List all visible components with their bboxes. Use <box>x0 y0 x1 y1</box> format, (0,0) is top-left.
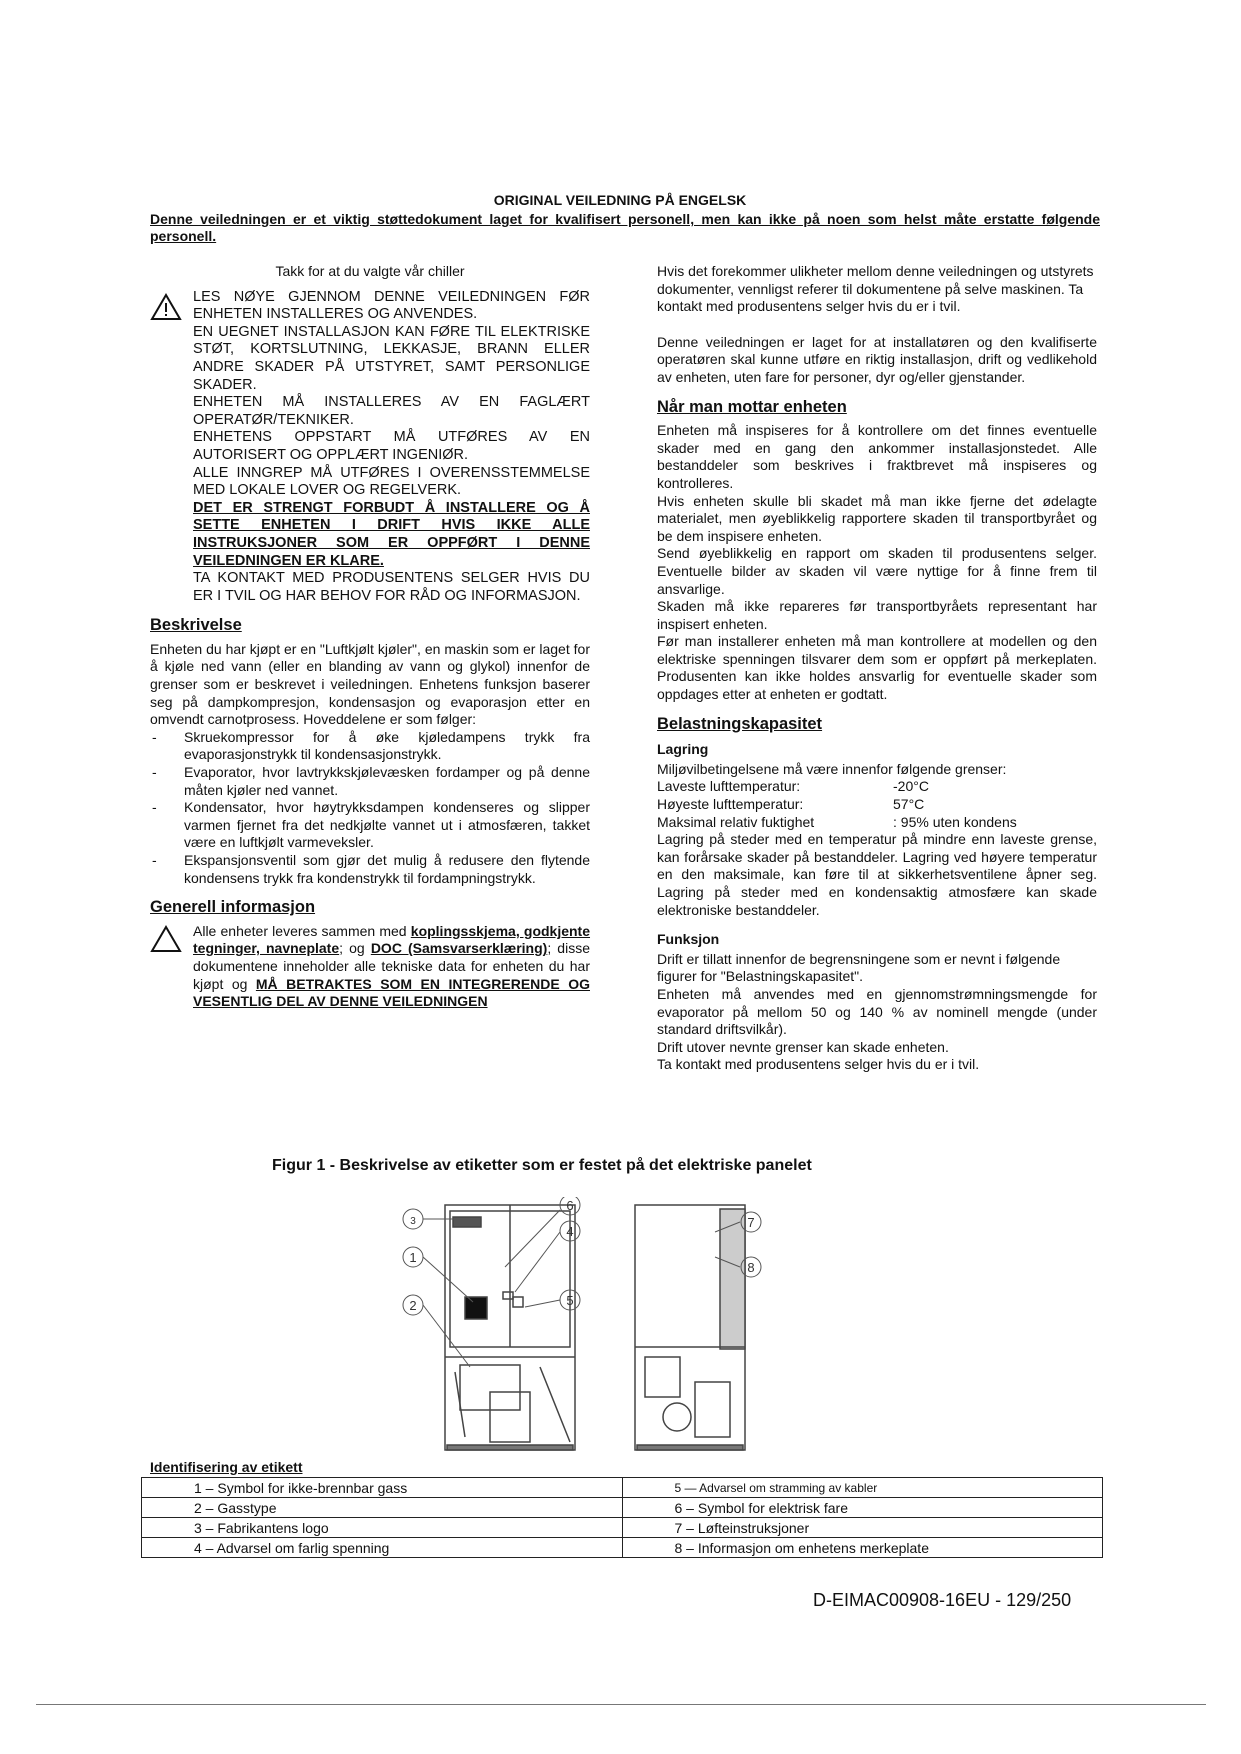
description-text: Enheten du har kjøpt er en "Luftkjølt kjøler", en maskin som er laget for å kjøle ned vann (eller en blanding av vann og glykol) innenfor de grenser som er beskrevet i veiledningen. Enhetens funksjon baserer seg på dampkompresjon, kondensasjon og evaporasjon etter en omvendt carnotprosess. Hoveddelene er som følger: <box>150 640 590 728</box>
function-text-4: Ta kontakt med produsentens selger hvis du er i tvil. <box>657 1056 980 1073</box>
warning-triangle-icon <box>150 925 182 953</box>
receiving-text-5: Før man installerer enheten må man kontrollere at modellen og den elektriske spenningen tilsvarer dem som er oppført på merkeplaten. Produsenten kan ikke holdes ansvarlig for eventuelle skader som oppdages etter at enheten er godtatt. <box>657 633 1097 703</box>
storage-label: Høyeste lufttemperatur: <box>657 796 804 813</box>
table-cell: 8 – Informasjon om enhetens merkeplate <box>622 1538 1103 1558</box>
callout-label: 3 <box>410 1216 416 1227</box>
warning-read-manual: LES NØYE GJENNOM DENNE VEILEDNINGEN FØR ENHETEN INSTALLERES OG ANVENDES. <box>193 288 590 323</box>
storage-text: Lagring på steder med en temperatur på mindre enn laveste grense, kan forårsake skader på bestanddeler. Lagring ved høyere temperatur en den maksimale, kan føre til at sikkerhetsventilene åpner seg. Lagring på steder med en kondensaktig atmosfære kan skade elektroniske bestanddeler. <box>657 831 1097 918</box>
warning-qualified-operator: ENHETEN MÅ INSTALLERES AV EN FAGLÆRT OPERATØR/TEKNIKER. <box>193 394 590 428</box>
page-footer: D-EIMAC00908-16EU - 129/250 <box>813 1590 1072 1610</box>
storage-label: Laveste lufttemperatur: <box>657 778 801 795</box>
electrical-panel-figure <box>395 1197 845 1462</box>
callout-label: 5 <box>566 1293 574 1308</box>
list-item: - Evaporator, hvor lavtrykkskjølevæsken fordamper og på denne måten kjøler ned vannet. <box>150 764 590 799</box>
callout-label: 8 <box>747 1260 755 1275</box>
receiving-text-2: Hvis enheten skulle bli skadet må man ikke fjerne det ødelagte materialet, men øyeblikkelig rapportere skaden til transportbyrået og be dem inspisere enheten. <box>657 492 1097 544</box>
callout-5 <box>560 1290 580 1310</box>
left-column <box>150 263 590 1011</box>
function-text-1: Drift er tillatt innenfor de begrensningene som er nevnt i følgende figurer for "Belastningskapasitet". <box>657 950 1061 985</box>
callout-label: 7 <box>747 1215 755 1230</box>
list-item: - Ekspansjonsventil som gjør det mulig å redusere den flytende kondensens trykk fra kondenstrykk til fordampningstrykk. <box>150 852 590 887</box>
receiving-text-3: Send øyeblikkelig en rapport om skaden til produsentens selger. Eventuelle bilder av skaden vil være nyttige for å finne frem til ansvarlige. <box>657 545 1097 597</box>
receiving-text-4: Skaden må ikke repareres før transportbyråets representant har inspisert enheten. <box>657 598 1097 632</box>
warning-startup: ENHETENS OPPSTART MÅ UTFØRES AV EN AUTORISERT OG OPPLÆRT INGENIØR. <box>193 429 590 463</box>
general-info-part: Alle enheter leveres sammen med <box>193 922 411 939</box>
storage-value: 57°C <box>893 796 925 813</box>
table-row <box>142 1518 1103 1538</box>
discrepancy-text: Hvis det forekommer ulikheter mellom denne veiledningen og utstyrets dokumenter, vennligst referer til dokumentene på selve maskinen. Ta kontakt med produsentens selger hvis du er i tvil. <box>657 263 1094 315</box>
callout-label: 2 <box>409 1298 417 1313</box>
storage-intro: Miljøvilbetingelsene må være innenfor følgende grenser: <box>657 760 1007 777</box>
figure-caption: Figur 1 - Beskrivelse av etiketter som er festet på det elektriske panelet <box>272 1157 812 1174</box>
unit-side-view <box>635 1205 745 1450</box>
table-cell: 7 – Løfteinstruksjoner <box>622 1518 1103 1538</box>
callout-2 <box>403 1295 423 1315</box>
storage-row <box>657 796 1097 814</box>
function-text-3: Drift utover nevnte grenser kan skade enheten. <box>657 1038 949 1055</box>
table-cell: 3 – Fabrikantens logo <box>142 1518 623 1538</box>
warning-contact-seller: TA KONTAKT MED PRODUSENTENS SELGER HVIS DU ER I TVIL OG HAR BEHOV FOR RÅD OG INFORMASJON. <box>193 570 590 604</box>
function-text-2: Enheten må anvendes med en gjennomstrømningsmengde for evaporator på mellom 50 og 140 % av nominell mengde (under standard driftsvilkår). <box>657 985 1097 1038</box>
storage-label: Maksimal relativ fuktighet <box>657 813 815 830</box>
main-parts-list <box>150 729 590 887</box>
bottom-divider <box>36 1704 1206 1705</box>
general-info-part: ; og <box>339 940 371 957</box>
unit-front-view <box>445 1205 575 1450</box>
list-item: - Kondensator, hvor høytrykksdampen kondenseres og slipper varmen fjernet fra det nedkjølte vannet ut i atmosfæren, takket være en luftkjølt varmeveksler. <box>150 799 590 852</box>
general-info-integral: MÅ BETRAKTES SOM EN INTEGRERENDE OG VESENTLIG DEL AV DENNE VEILEDNINGEN <box>193 975 590 1010</box>
table-row <box>142 1498 1103 1518</box>
safety-warning <box>150 289 590 606</box>
callout-label: 4 <box>566 1224 574 1239</box>
general-info-doc: DOC (Samsvarserklæring) <box>370 940 548 957</box>
thanks-text: Takk for at du valgte vår chiller <box>275 263 465 279</box>
right-column <box>657 263 1097 1074</box>
table-cell: 2 – Gasstype <box>142 1498 623 1518</box>
function-heading: Funksjon <box>657 931 720 948</box>
table-cell: 6 – Symbol for elektrisk fare <box>622 1498 1103 1518</box>
storage-heading: Lagring <box>657 741 709 758</box>
load-capacity-heading: Belastningskapasitet <box>657 714 823 733</box>
warning-triangle-icon <box>150 293 182 321</box>
description-heading: Beskrivelse <box>150 616 242 635</box>
general-info-text <box>193 923 590 1011</box>
general-info-part: ; disse dokumentene inneholder alle tekniske data for enheten du har kjøpt og <box>193 940 590 992</box>
storage-value: -20°C <box>893 778 929 795</box>
callout-1 <box>403 1247 423 1267</box>
storage-row <box>657 778 1097 796</box>
table-row <box>142 1478 1103 1498</box>
warning-forbidden: DET ER STRENGT FORBUDT Å INSTALLERE OG Å SETTE ENHETEN I DRIFT HVIS IKKE ALLE INSTRUKSJONER SOM ER OPPFØRT I DENNE VEILEDNINGEN ER KLARE. <box>193 499 590 569</box>
callout-label: 6 <box>566 1198 574 1213</box>
callout-4 <box>560 1221 580 1241</box>
storage-row <box>657 814 1097 832</box>
purpose-text: Denne veiledningen er laget for at installatøren og den kvalifiserte operatøren skal kunne utføre en riktig installasjon, drift og vedlikehold av enheten, uten fare for personer, dyr og/eller gjenstander. <box>657 333 1097 385</box>
document-title: ORIGINAL VEILEDNING PÅ ENGELSK <box>493 192 747 208</box>
callout-label: 1 <box>409 1250 417 1265</box>
intro-statement: Denne veiledningen er et viktig støttedokument laget for kvalifisert personell, men kan ikke på noen som helst måte erstatte følgende personell. <box>150 211 1100 244</box>
callout-3 <box>403 1209 423 1229</box>
callout-6 <box>560 1197 580 1215</box>
receiving-heading: Når man mottar enheten <box>657 397 847 416</box>
general-info-block <box>150 923 590 1011</box>
callout-leaders <box>423 1210 740 1367</box>
general-info-heading: Generell informasjon <box>150 898 316 917</box>
warning-installation: EN UEGNET INSTALLASJON KAN FØRE TIL ELEKTRISKE STØT, KORTSLUTNING, LEKKASJE, BRANN ELLER ANDRE SKADER PÅ UTSTYRET, SAMT PERSONLIGE SKADER. <box>193 323 590 393</box>
warning-local-laws: ALLE INNGREP MÅ UTFØRES I OVERENSSTEMMELSE MED LOKALE LOVER OG REGELVERK. <box>193 464 590 499</box>
label-table <box>141 1477 1103 1558</box>
table-row <box>142 1538 1103 1558</box>
table-cell: 4 – Advarsel om farlig spenning <box>142 1538 623 1558</box>
list-item: - Skruekompressor for å øke kjøledampens trykk fra evaporasjonstrykk til kondensasjonstrykk. <box>150 729 590 764</box>
table-cell: 1 – Symbol for ikke-brennbar gass <box>142 1478 623 1498</box>
storage-value: : 95% uten kondens <box>893 813 1017 830</box>
receiving-text-1: Enheten må inspiseres for å kontrollere om det finnes eventuelle skader med en gang den ankommer installasjonstedet. Alle bestanddeler som beskrives i fraktbrevet må inspiseres og kontrolleres. <box>657 422 1097 491</box>
table-cell: 5 — Advarsel om stramming av kabler <box>622 1478 1103 1498</box>
label-table-title: Identifisering av etikett <box>150 1459 303 1475</box>
general-info-docs: koplingsskjema, godkjente tegninger, navneplate <box>193 922 591 957</box>
